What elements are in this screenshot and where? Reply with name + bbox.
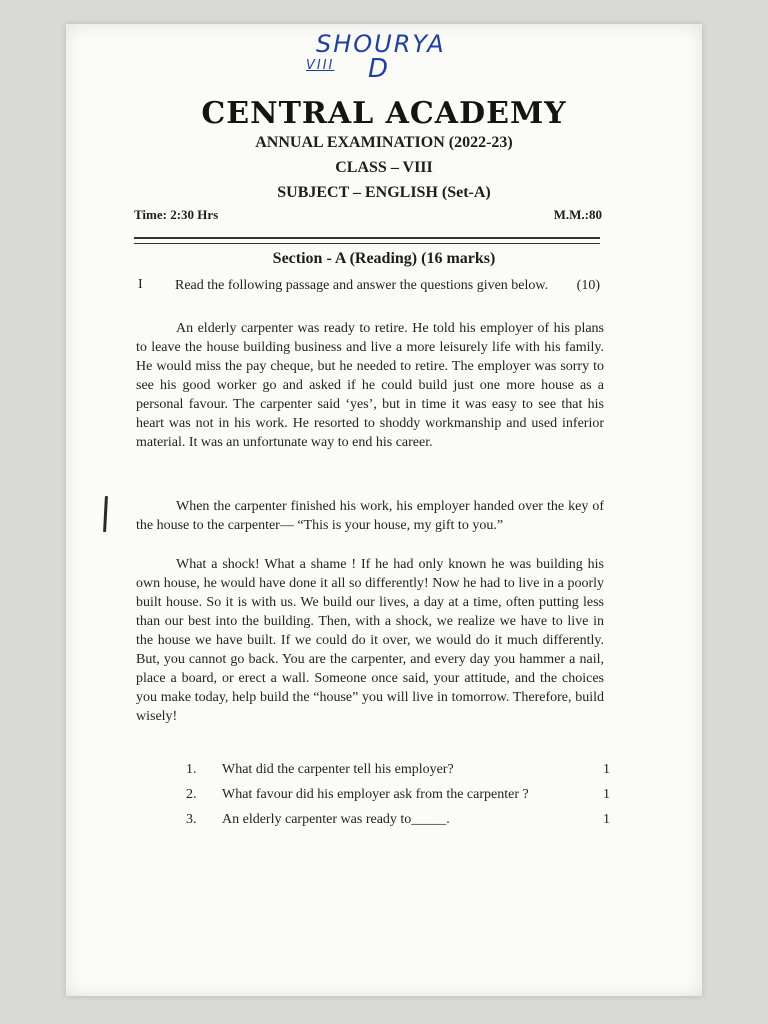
passage-paragraph-3 bbox=[136, 555, 604, 726]
header-divider-thin bbox=[134, 243, 600, 244]
question-item-text: What did the carpenter tell his employer? bbox=[222, 762, 454, 777]
time-allowed: Time: 2:30 Hrs bbox=[134, 207, 219, 222]
question-item-number: 3. bbox=[186, 812, 197, 827]
instruction-marks: (10) bbox=[576, 278, 600, 293]
subject-title: SUBJECT – ENGLISH (Set-A) bbox=[277, 184, 491, 201]
question-item bbox=[186, 787, 610, 812]
exam-title: ANNUAL EXAMINATION (2022-23) bbox=[255, 134, 513, 151]
question-item-marks: 1 bbox=[603, 762, 610, 777]
header-divider bbox=[134, 237, 600, 239]
question-item-marks: 1 bbox=[603, 812, 610, 827]
question-item bbox=[186, 812, 610, 837]
question-item-number: 1. bbox=[186, 762, 197, 777]
instruction-text: Read the following passage and answer the questions given below. bbox=[175, 278, 549, 293]
class-title: CLASS – VIII bbox=[335, 159, 433, 176]
question-number: I bbox=[138, 277, 143, 292]
handwritten-section: D bbox=[368, 54, 391, 84]
paragraph-text: An elderly carpenter was ready to retire. He told his employer of his plans to leave the house building business and live a more leisurely life with his family. He would miss the pay cheque, but he needed to retire. The employer was sorry to see his good worker go and asked if he could build just one more house as a personal favour. The carpenter said ‘yes’, but in time it was easy to see that his heart was not in his work. He resorted to shoddy workmanship and used inferior material. It was an unfortunate way to end his career. bbox=[136, 321, 604, 450]
question-item-marks: 1 bbox=[603, 787, 610, 802]
question-item-text: What favour did his employer ask from the carpenter ? bbox=[222, 787, 529, 802]
passage-paragraph-1 bbox=[136, 319, 604, 452]
school-name: CENTRAL ACADEMY bbox=[201, 96, 567, 131]
question-item-number: 2. bbox=[186, 787, 197, 802]
handwritten-class: VIII bbox=[306, 58, 335, 73]
question-instruction bbox=[175, 276, 600, 295]
question-item bbox=[186, 762, 610, 787]
paragraph-text: When the carpenter finished his work, his employer handed over the key of the house to the carpenter— “This is your house, my gift to you.” bbox=[136, 499, 604, 533]
max-marks: M.M.:80 bbox=[553, 207, 602, 222]
question-item-text: An elderly carpenter was ready to_____. bbox=[222, 812, 450, 827]
passage-paragraph-2 bbox=[136, 497, 604, 535]
paragraph-text: What a shock! What a shame ! If he had only known he was building his own house, he would have done it all so differently! Now he had to live in a poorly built house. So it is with us. We build our lives, a day at a time, often putting less than our best into the building. Then, with a shock, we realize we have to live in the house we have built. If we could do it over, we would do it much differently. But, you cannot go back. You are the carpenter, and every day you hammer a nail, place a board, or erect a wall. Someone once said, your attitude, and the choices you make today, help build the “house” you will live in tomorrow. Therefore, build wisely! bbox=[136, 557, 604, 724]
handwritten-student-name: SHOURYA bbox=[316, 30, 446, 58]
section-title: Section - A (Reading) (16 marks) bbox=[272, 250, 496, 267]
question-list bbox=[186, 762, 610, 837]
